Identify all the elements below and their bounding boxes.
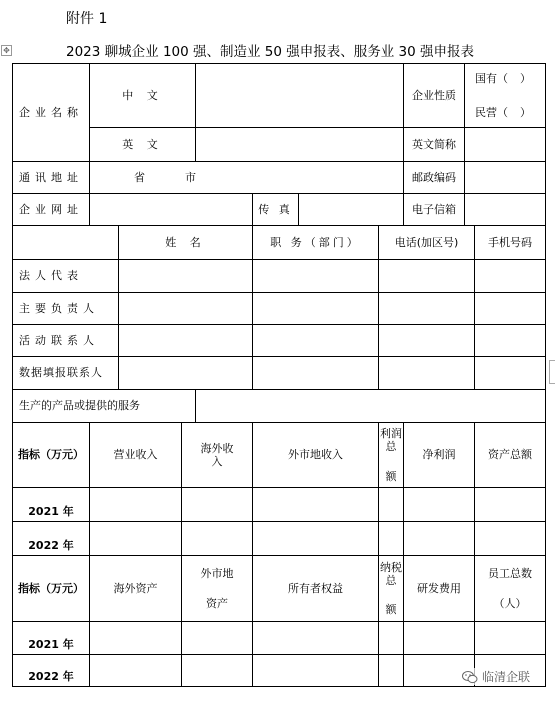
address-field[interactable] [90,162,404,194]
contact-position-field[interactable] [253,260,379,293]
products-field[interactable] [196,390,546,423]
contact-name-field[interactable] [119,357,253,390]
contact-phone-field[interactable] [379,260,475,293]
finance1-value-field[interactable] [475,488,546,522]
website-label: 企业网址 [13,194,90,226]
finance1-col-total-assets: 资产总额 [475,423,546,488]
contact-header-name: 姓 名 [119,226,253,260]
finance1-value-field[interactable] [253,522,379,556]
contact-header-phone: 电话(加区号) [379,226,475,260]
finance2-value-field[interactable] [404,622,475,655]
contact-row [13,325,546,357]
finance1-year: 2021 年 [13,488,90,522]
finance1-year: 2022 年 [13,522,90,556]
contact-row [13,260,546,293]
finance1-value-field[interactable] [379,522,404,556]
company-name-label: 企业名称 [13,64,90,162]
contact-row [13,357,546,390]
side-scroll-tab[interactable] [549,360,555,384]
contact-mobile-field[interactable] [475,325,546,357]
finance1-col-revenue: 营业收入 [90,423,182,488]
finance2-indicator-label: 指标（万元） [13,556,90,622]
finance2-col-owners-equity: 所有者权益 [253,556,379,622]
postcode-label: 邮政编码 [404,162,465,194]
products-label: 生产的产品或提供的服务 [13,390,196,423]
contact-phone-field[interactable] [379,357,475,390]
english-short-name-label: 英文简称 [404,128,465,162]
finance2-col-employees: 员工总数 （人） [475,556,546,622]
finance1-value-field[interactable] [404,522,475,556]
contact-role: 数据填报联系人 [13,357,119,390]
english-short-name-field[interactable] [465,128,546,162]
finance2-value-field[interactable] [253,655,379,687]
finance1-value-field[interactable] [182,488,253,522]
contact-role: 法人代表 [13,260,119,293]
contact-role: 主要负责人 [13,293,119,325]
province-label: 省 [134,170,145,184]
address-label: 通讯地址 [13,162,90,194]
chinese-name-label: 中 文 [90,64,196,128]
city-label: 市 [185,170,196,184]
table-move-handle-icon[interactable]: ✥ [1,45,12,56]
finance1-col-net-profit: 净利润 [404,423,475,488]
state-owned-option[interactable]: 国有（ [475,72,509,86]
finance1-indicator-label: 指标（万元） [13,423,90,488]
wechat-icon [462,670,478,684]
fax-label: 传 真 [253,194,299,226]
private-owned-option[interactable]: 民营（ [475,105,509,119]
watermark [462,668,530,685]
finance2-col-total-tax: 纳税总 额 [379,556,404,622]
finance2-value-field[interactable] [182,655,253,687]
finance1-value-field[interactable] [475,522,546,556]
finance2-value-field[interactable] [253,622,379,655]
finance1-row [13,488,546,522]
contact-header-position: 职 务（部门） [253,226,379,260]
company-nature-options [465,64,546,128]
contact-mobile-field[interactable] [475,293,546,325]
contact-phone-field[interactable] [379,325,475,357]
contact-name-field[interactable] [119,293,253,325]
finance2-col-overseas-assets: 海外资产 [90,556,182,622]
finance1-value-field[interactable] [90,488,182,522]
finance1-value-field[interactable] [182,522,253,556]
fax-field[interactable] [299,194,404,226]
finance2-year: 2022 年 [13,655,90,687]
postcode-field[interactable] [465,162,546,194]
finance2-value-field[interactable] [379,655,404,687]
contact-position-field[interactable] [253,293,379,325]
english-name-field[interactable] [196,128,404,162]
finance1-value-field[interactable] [253,488,379,522]
finance2-value-field[interactable] [379,622,404,655]
contact-position-field[interactable] [253,357,379,390]
finance2-col-external-assets: 外市地 资产 [182,556,253,622]
contact-name-field[interactable] [119,260,253,293]
chinese-name-field[interactable] [196,64,404,128]
contact-role: 活动联系人 [13,325,119,357]
finance2-row [13,622,546,655]
email-label: 电子信箱 [404,194,465,226]
finance2-col-rd-expense: 研发费用 [404,556,475,622]
watermark-text: 临清企联 [482,670,531,684]
website-field[interactable] [90,194,253,226]
contact-name-field[interactable] [119,325,253,357]
finance1-row [13,522,546,556]
finance1-col-total-profit: 利润总 额 [379,423,404,488]
finance2-value-field[interactable] [90,622,182,655]
finance2-year: 2021 年 [13,622,90,655]
finance2-value-field[interactable] [90,655,182,687]
company-nature-label: 企业性质 [404,64,465,128]
contact-header-mobile: 手机号码 [475,226,546,260]
contact-position-field[interactable] [253,325,379,357]
application-form-table [12,63,546,687]
finance2-value-field[interactable] [475,622,546,655]
contact-phone-field[interactable] [379,293,475,325]
contacts-corner-cell [13,226,119,260]
form-title: 2023 聊城企业 100 强、制造业 50 强申报表、服务业 30 强申报表 [66,44,475,60]
finance2-value-field[interactable] [182,622,253,655]
finance1-value-field[interactable] [90,522,182,556]
finance1-value-field[interactable] [379,488,404,522]
finance1-value-field[interactable] [404,488,475,522]
state-owned-close: ） [520,72,532,86]
finance1-col-overseas-revenue: 海外收 入 [182,423,253,488]
finance1-col-external-revenue: 外市地收入 [253,423,379,488]
attachment-label: 附件 1 [66,11,108,27]
contact-mobile-field[interactable] [475,357,546,390]
english-name-label: 英 文 [90,128,196,162]
email-field[interactable] [465,194,546,226]
contact-row [13,293,546,325]
contact-mobile-field[interactable] [475,260,546,293]
private-owned-close: ） [520,105,532,119]
